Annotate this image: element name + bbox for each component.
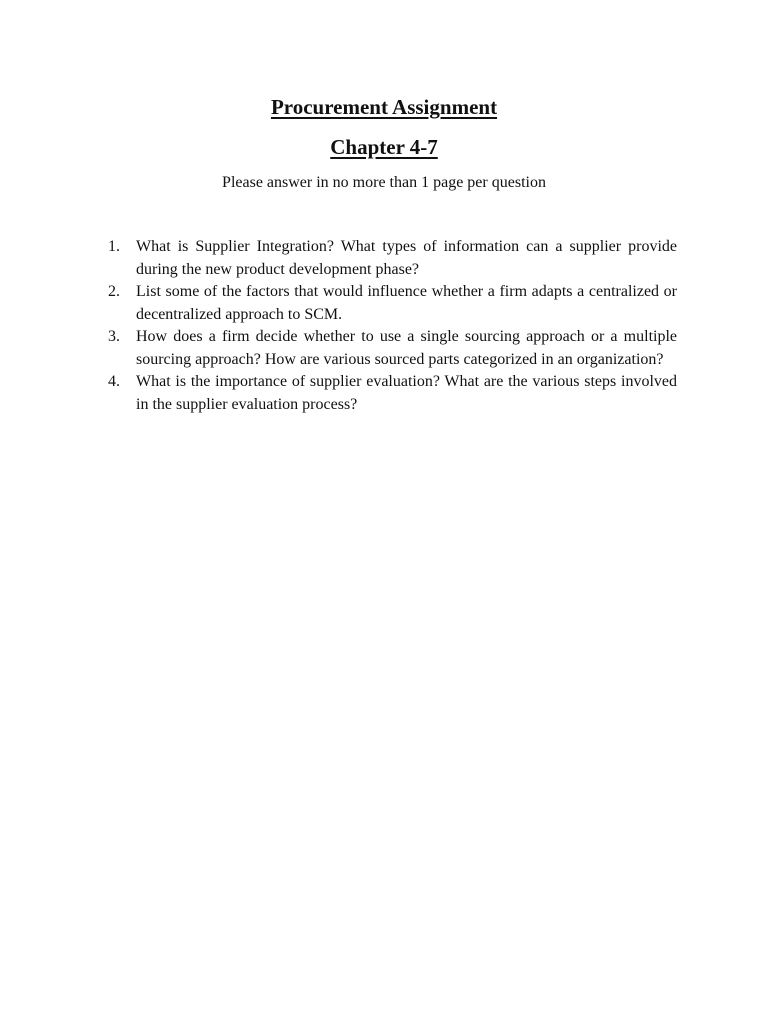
question-item [108, 236, 677, 281]
question-list [108, 236, 677, 416]
question-number: 3. [108, 328, 120, 345]
question-item [108, 371, 677, 416]
instruction-text: Please answer in no more than 1 page per question [222, 174, 546, 191]
question-text: How does a firm decide whether to use a single sourcing approach or a multiple sourcing approach? How are various sourced parts categorized in an organization? [136, 328, 677, 368]
question-number: 2. [108, 283, 120, 300]
question-number: 1. [108, 238, 120, 255]
question-item [108, 281, 677, 326]
question-text: What is Supplier Integration? What types of information can a supplier provide during the new product development phase? [136, 238, 677, 278]
question-item [108, 326, 677, 371]
question-text: What is the importance of supplier evaluation? What are the various steps involved in the supplier evaluation process? [136, 373, 677, 413]
document-subtitle: Chapter 4-7 [330, 135, 438, 159]
question-number: 4. [108, 373, 120, 390]
document-title: Procurement Assignment [270, 95, 498, 119]
question-text: List some of the factors that would influence whether a firm adapts a centralized or decentralized approach to SCM. [136, 283, 677, 323]
